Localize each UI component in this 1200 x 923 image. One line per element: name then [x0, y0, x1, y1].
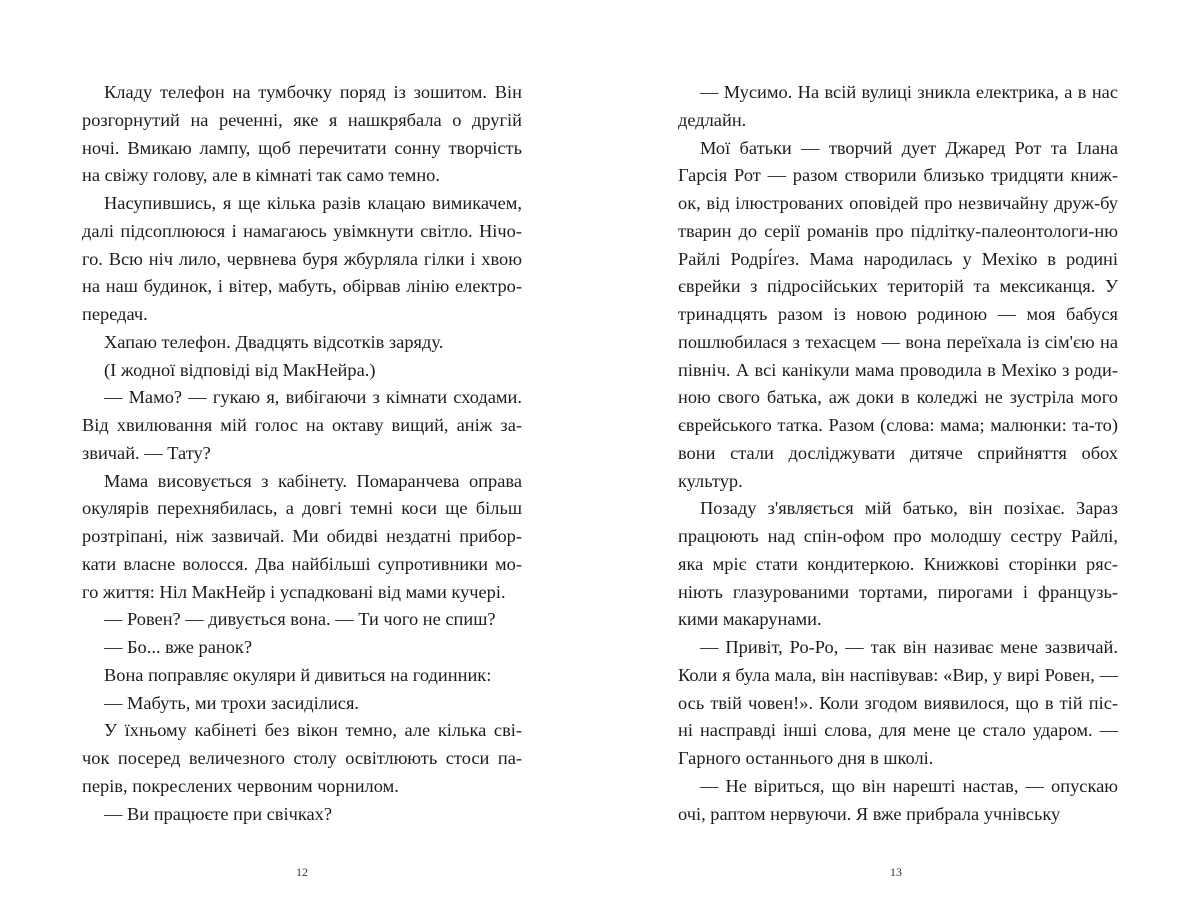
text-line: го. Всю ніч лило, червнева буря жбурляла гілки і хвою [82, 248, 522, 269]
text-line: єврейки з підросійських територій та мексиканця. [678, 276, 1096, 297]
text-line: — Не віриться, що він нарешті настав, — опускаю [700, 775, 1118, 796]
text-line: Гарсія Рот — разом створили близько тридцяти книж- [678, 165, 1118, 186]
text-line: У їхньому кабінеті без вікон темно, але кілька сві- [104, 720, 522, 741]
paragraph [82, 717, 522, 800]
text-line: — Мусимо. На всій вулиці зникла електрика, а в нас [700, 82, 1118, 102]
text-line: північ. А всі канікули мама проводила в Мехіко з роди- [678, 359, 1118, 380]
paragraph [82, 801, 522, 829]
paragraph [678, 79, 1118, 135]
paragraph [82, 662, 522, 690]
text-line: го життя: Ніл МакНейр і успадковані від мами кучері. [82, 581, 506, 602]
text-line: ось твій човен!». Коли згодом виявилося, що в тій піс- [678, 692, 1118, 713]
text-line: Насупившись, я ще кілька разів клацаю вимикачем, [104, 193, 522, 213]
text-line: яка мріє стати кондитеркою. Книжкові сторінки ряс- [678, 553, 1118, 574]
text-line: очі, раптом нервуючи. Я вже прибрала учнівську [678, 803, 1061, 824]
text-line: розгорнутий на реченні, яке я нашкрябала о другій [82, 109, 522, 130]
text-line: Мої батьки — творчий дует Джаред Рот та Ілана [700, 137, 1118, 158]
text-line: бу тварин до серії романів про підлітку-палеонтологи- [678, 193, 1118, 241]
text-line: — Мамо? — гукаю я, вибігаючи з кімнати сходами. [104, 387, 522, 408]
paragraph [82, 79, 522, 190]
page-number: 12 [296, 865, 308, 879]
text-line: далі підсоплююся і намагаюсь увімкнути світло. Нічо- [82, 220, 522, 241]
text-line: Кладу телефон на тумбочку поряд із зошитом. Він [104, 82, 522, 102]
paragraph [82, 634, 522, 662]
text-line: чок посеред величезного столу освітлюють стоси па- [82, 748, 522, 768]
paragraph [678, 773, 1118, 829]
text-line: Вона поправляє окуляри й дивиться на годинник: [104, 664, 492, 685]
text-line: пошлюбилася з техасцем — вона переїхала із сім'єю на [678, 331, 1118, 352]
text-line: кими макарунами. [678, 609, 822, 630]
text-line: на наш будинок, і вітер, мабуть, обірвав лінію електро- [82, 276, 522, 297]
text-line: культур. [678, 470, 743, 491]
text-line: ночі. Вмикаю лампу, щоб перечитати сонну творчість [82, 137, 522, 158]
text-line: перів, покреслених червоним чорнилом. [82, 775, 399, 796]
text-line: Позаду з'являється мій батько, він позіхає. Зараз [700, 498, 1118, 519]
right-page-text [678, 79, 1118, 828]
text-line: — Привіт, Ро-Ро, — так він називає мене зазвичай. [700, 637, 1118, 657]
text-line: ною свого батька, аж доки в коледжі не зустріла мого [678, 387, 1118, 408]
text-line: окулярів перехнябилась, а довгі темні коси ще більш [82, 498, 522, 519]
paragraph [678, 135, 1118, 496]
text-line: ніють глазурованими тортами, пирогами і французь- [678, 581, 1118, 602]
text-line: Коли я була мала, він наспівував: «Вир, у вирі Ровен, — [678, 664, 1118, 685]
text-line: — Ровен? — дивується вона. — Ти чого не спиш? [104, 609, 496, 630]
text-line: У тринадцять разом із новою родиною — моя бабуся [678, 276, 1118, 324]
text-line: на свіжу голову, але в кімнаті так само темно. [82, 165, 440, 186]
page-number: 13 [890, 865, 902, 879]
text-line: кати власне волосся. Два найбільші супротивники мо- [82, 553, 522, 574]
text-line: дедлайн. [678, 109, 747, 130]
text-line: Мама висовується з кабінету. Помаранчева оправа [104, 470, 522, 491]
text-line: єврейського татка. Разом (слова: мама; малюнки: та- [678, 415, 1095, 435]
paragraph [82, 606, 522, 634]
paragraph [82, 690, 522, 718]
paragraph [82, 468, 522, 607]
paragraph [678, 634, 1118, 773]
text-line: — Бо... вже ранок? [104, 637, 253, 657]
left-page-text [82, 79, 522, 828]
text-line: ню Райлі Родрі́ґез. Мама народилась у Мехіко в родині [678, 220, 1118, 269]
text-line: працюють над спін-офом про молодшу сестру Райлі, [678, 526, 1118, 546]
text-line: Від хвилювання мій голос на октаву вищий, аніж за- [82, 415, 522, 435]
text-line: то) вони стали досліджувати дитяче сприйняття обох [678, 415, 1118, 463]
paragraph [82, 190, 522, 329]
paragraph [82, 329, 522, 357]
text-line: ок, від ілюстрованих оповідей про незвичайну друж- [678, 193, 1101, 213]
text-line: — Ви працюєте при свічках? [104, 803, 333, 824]
text-line: (І жодної відповіді від МакНейра.) [104, 359, 376, 380]
text-line: Хапаю телефон. Двадцять відсотків заряду. [104, 331, 444, 352]
text-line: звичай. — Тату? [82, 442, 211, 463]
paragraph [82, 384, 522, 467]
text-line: розтріпані, ніж зазвичай. Ми обидві нездатні прибор- [82, 526, 522, 546]
text-line: — Мабуть, ми трохи засиділися. [104, 692, 360, 713]
text-line: Гарного останнього дня в школі. [678, 748, 934, 768]
text-line: передач. [82, 304, 148, 324]
paragraph [678, 495, 1118, 634]
paragraph [82, 357, 522, 385]
text-line: ні насправді інші слова, для мене це стало ударом. — [678, 720, 1118, 741]
